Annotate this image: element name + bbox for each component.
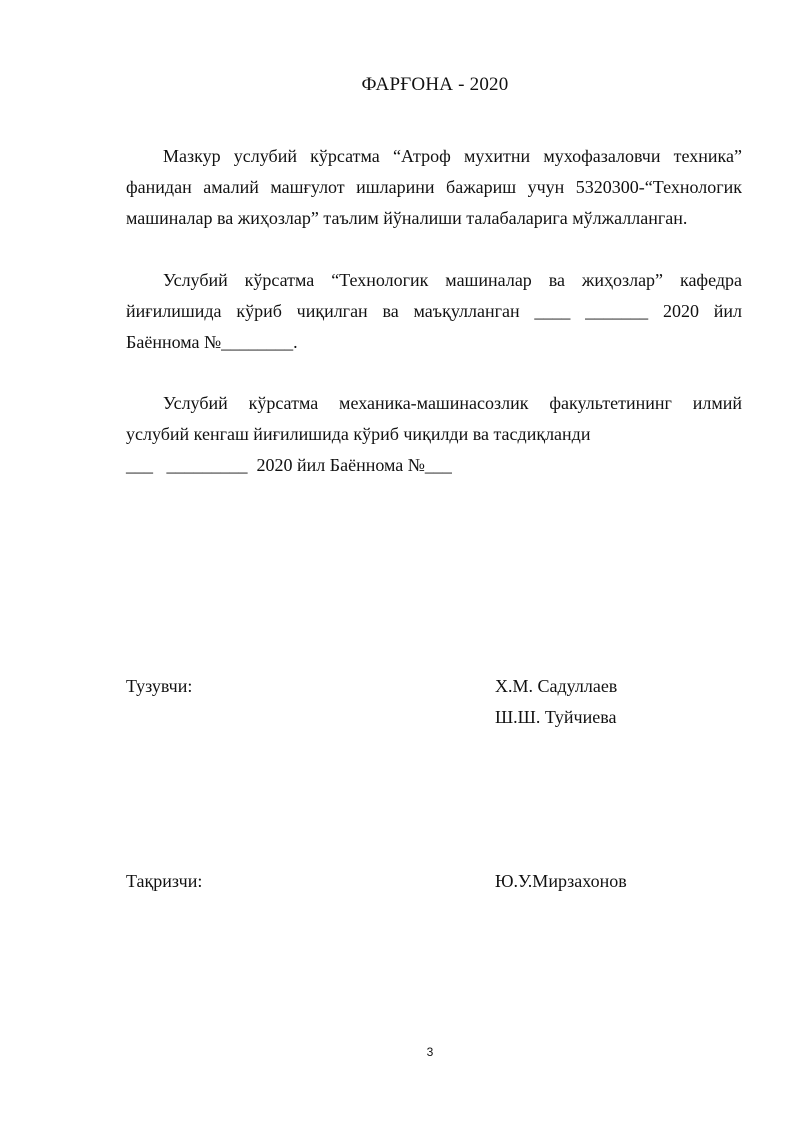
paragraph-line: услубий кенгаш йиғилишида кўриб чиқилди ва тасдиқланди bbox=[126, 424, 591, 444]
compiler-name: Х.М. Садуллаев bbox=[495, 676, 618, 696]
paragraph-line: ___ _________ 2020 йил Баённома №___ bbox=[126, 455, 452, 475]
paragraph-faculty-approval bbox=[126, 388, 742, 481]
paragraph-line: Баённома №________. bbox=[126, 332, 298, 352]
page-number: 3 bbox=[426, 1045, 434, 1059]
reviewer-label: Тақризчи: bbox=[126, 871, 203, 891]
reviewer-name: Ю.У.Мирзахонов bbox=[495, 871, 627, 891]
paragraph-line: йиғилишида кўриб чиқилган ва маъқулланган ____ _______ 2020 йил bbox=[126, 301, 742, 321]
paragraph-line: машиналар ва жиҳозлар” таълим йўналиши талабаларига мўлжалланган. bbox=[126, 208, 688, 228]
paragraph-line: Услубий кўрсатма “Технологик машиналар ва жиҳозлар” кафедра bbox=[163, 270, 742, 290]
paragraph-line: фанидан амалий машғулот ишларини бажариш учун 5320300-“Технологик bbox=[126, 177, 742, 197]
paragraph-line: Услубий кўрсатма механика-машинасозлик факультетининг илмий bbox=[163, 393, 742, 413]
page-title: ФАРҒОНА - 2020 bbox=[361, 74, 509, 95]
compilers-label: Тузувчи: bbox=[126, 676, 193, 696]
paragraph-purpose bbox=[126, 141, 742, 234]
compiler-name: Ш.Ш. Туйчиева bbox=[495, 707, 617, 727]
paragraph-department-approval bbox=[126, 265, 742, 358]
paragraph-line: Мазкур услубий кўрсатма “Атроф мухитни мухофазаловчи техника” bbox=[163, 146, 742, 166]
